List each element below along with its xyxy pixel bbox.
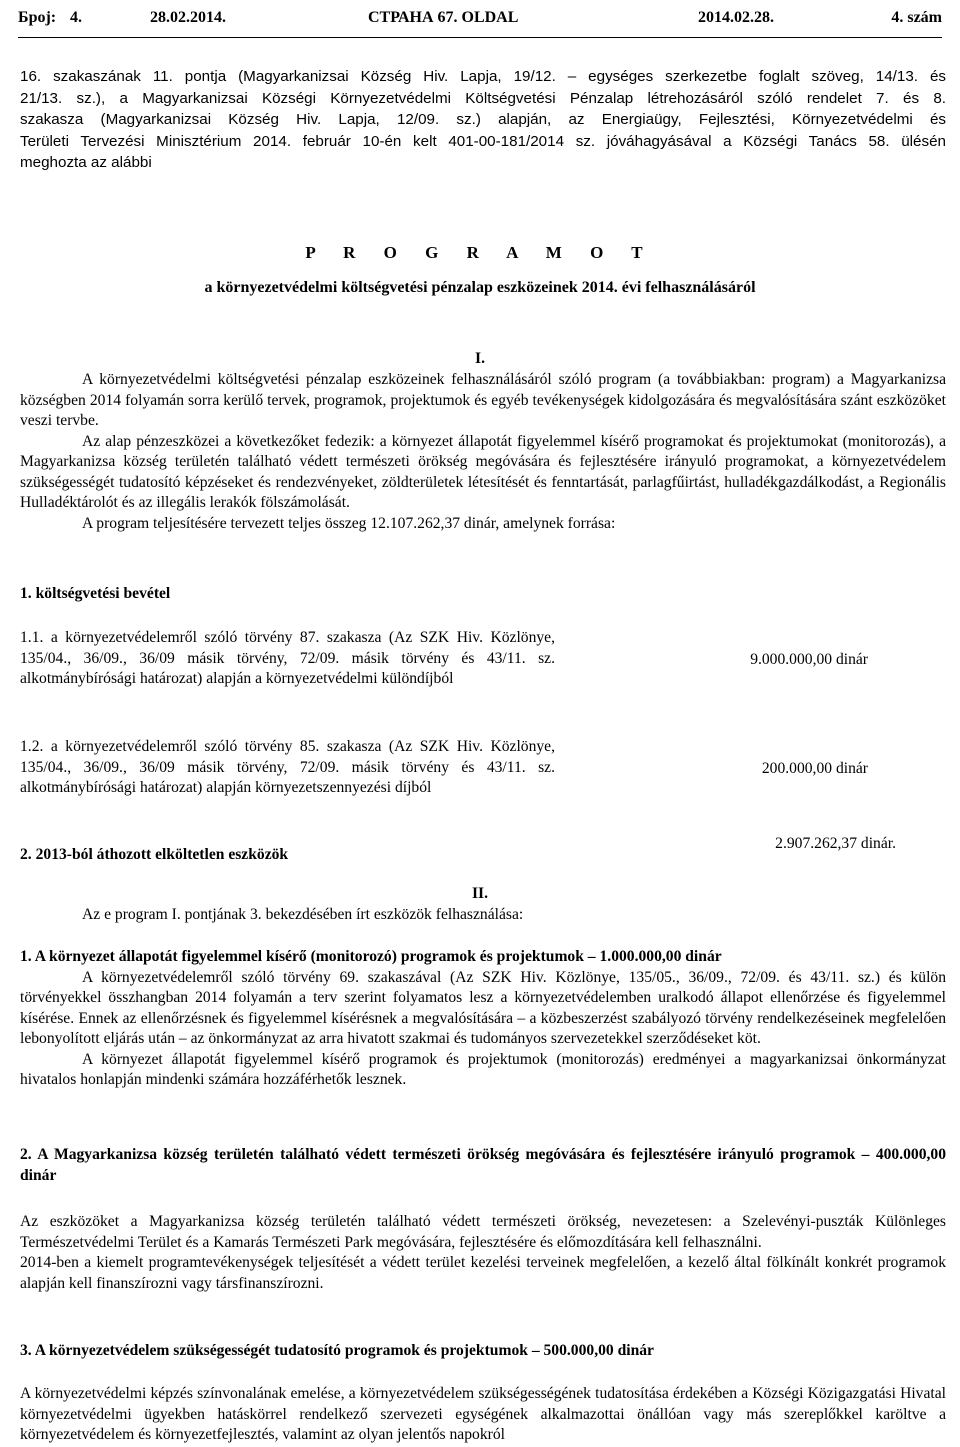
- program-title: P R O G R A M O T: [305, 243, 655, 262]
- header-rule: [18, 37, 942, 38]
- program-subtitle: a környezetvédelmi költségvetési pénzalap eszközeinek 2014. évi felhasználásáról: [204, 279, 756, 296]
- budget-heading-2: 2. 2013-ból áthozott elköltetlen eszközök: [20, 846, 289, 863]
- intro-block: [20, 66, 946, 174]
- intro-line-4: Területi Tervezési Minisztérium 2014. február 10-én kelt 401-00-181/2014 sz. jóváhagyásával a Községi Tanács 58. ülésén: [20, 132, 946, 150]
- page-header: [18, 8, 942, 30]
- section-2-part-1-title: 1. A környezet állapotát figyelemmel kísérő (monitorozó) programok és projektumok – 1.000.000,00 dinár: [20, 948, 722, 965]
- budget-item-1-2: 1.2. a környezetvédelemről szóló törvény 85. szakasza (Az SZK Hiv. Közlönye, 135/04., 36/09., 36/09 másik törvény, 72/09. másik törvény és 43/11. sz. alkotmánybírósági határozat) alapján környezetszennyezési díjból: [20, 738, 555, 796]
- section-1-body: [20, 370, 946, 534]
- section-2-part-2-paragraph-1: Az eszközöket a Magyarkanizsa község területén található védett természeti örökség, nevezetesen: a Szelevényi-puszták Különleges Természetvédelmi Terület és a Kamarás Természeti Park megóvására, fejlesztésére és előmozdítására kell felhasználni.: [20, 1213, 946, 1251]
- section-2-heading: II.: [471, 885, 489, 902]
- section-2-part-3-body: [20, 1384, 946, 1446]
- section-2-part-2-title: 2. A Magyarkanizsa község területén található védett természeti örökség megóvására és fejlesztésére irányuló programok – 400.000,00 dinár: [20, 1146, 946, 1184]
- intro-line-2: 21/13. sz.), a Magyarkanizsai Községi Környezetvédelmi Költségvetési Pénzalap létrehozásáról szóló rendelet 7. és 8.: [20, 89, 946, 107]
- budget-item-1-1: 1.1. a környezetvédelemről szóló törvény 87. szakasza (Az SZK Hiv. Közlönye, 135/04., 36/09., 36/09 másik törvény, 72/09. másik törvény és 43/11. sz. alkotmánybírósági határozat) alapján a környezetvédelmi különdíjból: [20, 629, 555, 687]
- section-2-intro: Az e program I. pontjának 3. bekezdésében írt eszközök felhasználása:: [82, 906, 524, 923]
- intro-line-3: szakasza (Magyarkanizsai Község Hiv. Lapja, 12/09. sz.) alapján, az Energiaügy, Fejlesztési, Környezetvédelmi és: [20, 111, 946, 128]
- header-issue-number: 4. szám: [891, 9, 942, 26]
- section-1-paragraph-3: A program teljesítésére tervezett teljes összeg 12.107.262,37 dinár, amelynek forrása:: [82, 514, 616, 532]
- section-2-part-1-paragraph-2: A környezet állapotát figyelemmel kísérő programok és projektumok (monitorozás) eredményei a magyarkanizsai önkormányzat hivatalos honlapján mindenki számára hozzáférhetők lesznek.: [20, 1050, 946, 1088]
- intro-line-1: 16. szakaszának 11. pontja (Magyarkanizsai Község Hiv. Lapja, 19/12. – egységes szerkezetbe foglalt szöveg, 14/13. és: [20, 68, 946, 85]
- section-1-heading: I.: [475, 350, 485, 367]
- section-2-part-3-title: 3. A környezetvédelem szükségességét tudatosító programok és projektumok – 500.000,00 dinár: [20, 1342, 654, 1359]
- budget-heading-1: 1. költségvetési bevétel: [20, 585, 171, 602]
- header-date-1: 28.02.2014.: [150, 9, 226, 26]
- section-2-part-1-paragraph-1: A környezetvédelemről szóló törvény 69. szakaszával (Az SZK Hiv. Közlönye, 135/05., 36/09., 72/09. és 43/11. sz.) és külön törvényekkel összhangban 2014 folyamán a terv szerint folyamatos lesz a környezetvédelemben uralkodó állapot ellenőrzése és figyelemmel kísérése. Ennek az ellenőrzésnek és figyelemmel kísérésnek a megvalósítására – a közbeszerzést szabályozó törvény rendelkezéseinek megfelelően lebonyolított eljárás után – az önkormányzat az arra hivatott szakmai és tudományos szervezetekkel szerződéseket köt.: [20, 968, 946, 1047]
- section-2-part-3-paragraph-1: A környezetvédelmi képzés színvonalának emelése, a környezetvédelem szükségességének tudatosítása érdekében a Községi Közigazgatási Hivatal környezetvédelmi ügyekben hatáskörrel rendelkező szervezeti egységének alkalmazottai önállóan vagy más szereplőkkel karöltve a környezetvédelem és környezetfejlesztés, valamint az olyan jelentős napokról: [20, 1385, 946, 1443]
- section-2-part-2-paragraph-2: 2014-ben a kiemelt programtevékenységek teljesítését a védett terület kezelési terveinek megfelelően, a kezelő által fölkínált konkrét programok alapján kell finanszírozni vagy társfinanszírozni.: [20, 1254, 946, 1292]
- header-broj-number: 4.: [70, 9, 82, 26]
- header-broj-label: Број:: [18, 9, 57, 26]
- section-2-part-2-body: [20, 1212, 946, 1294]
- section-1-paragraph-1: A környezetvédelmi költségvetési pénzalap eszközeinek felhasználásáról szóló program (a továbbiakban: program) a Magyarkanizsa községben 2014 folyamán sorra kerülő tervek, programok, projektumok és egyéb tevékenységek kidolgozására és megvalósítására szánt eszközöket veszi tervbe.: [20, 371, 946, 429]
- intro-line-5: meghozta az alábbi: [20, 154, 152, 171]
- section-2-part-1: [20, 947, 946, 1091]
- header-date-2: 2014.02.28.: [698, 9, 774, 26]
- header-page-number: СТРАНА 67. OLDAL: [368, 9, 519, 26]
- budget-heading-2-amount: 2.907.262,37 dinár.: [775, 835, 896, 852]
- budget-item-1-2-amount: 200.000,00 dinár: [761, 760, 868, 777]
- budget-item-1-1-amount: 9.000.000,00 dinár: [750, 651, 868, 668]
- section-1-paragraph-2: Az alap pénzeszközei a következőket fedezik: a környezet állapotát figyelemmel kísérő programokat és projektumokat (monitorozás), a Magyarkanizsa község területén található védett természeti örökség megóvására és fejlesztésére irányuló programokat, a környezetvédelem szükségességét tudatosító képzéseket és rendezvényeket, zöldterületek létesítését és fenntartását, parlagfűirtást, hulladékgazdálkodást, a Regionális Hulladéktárolót és az illegális lerakók fölszámolását.: [20, 432, 946, 511]
